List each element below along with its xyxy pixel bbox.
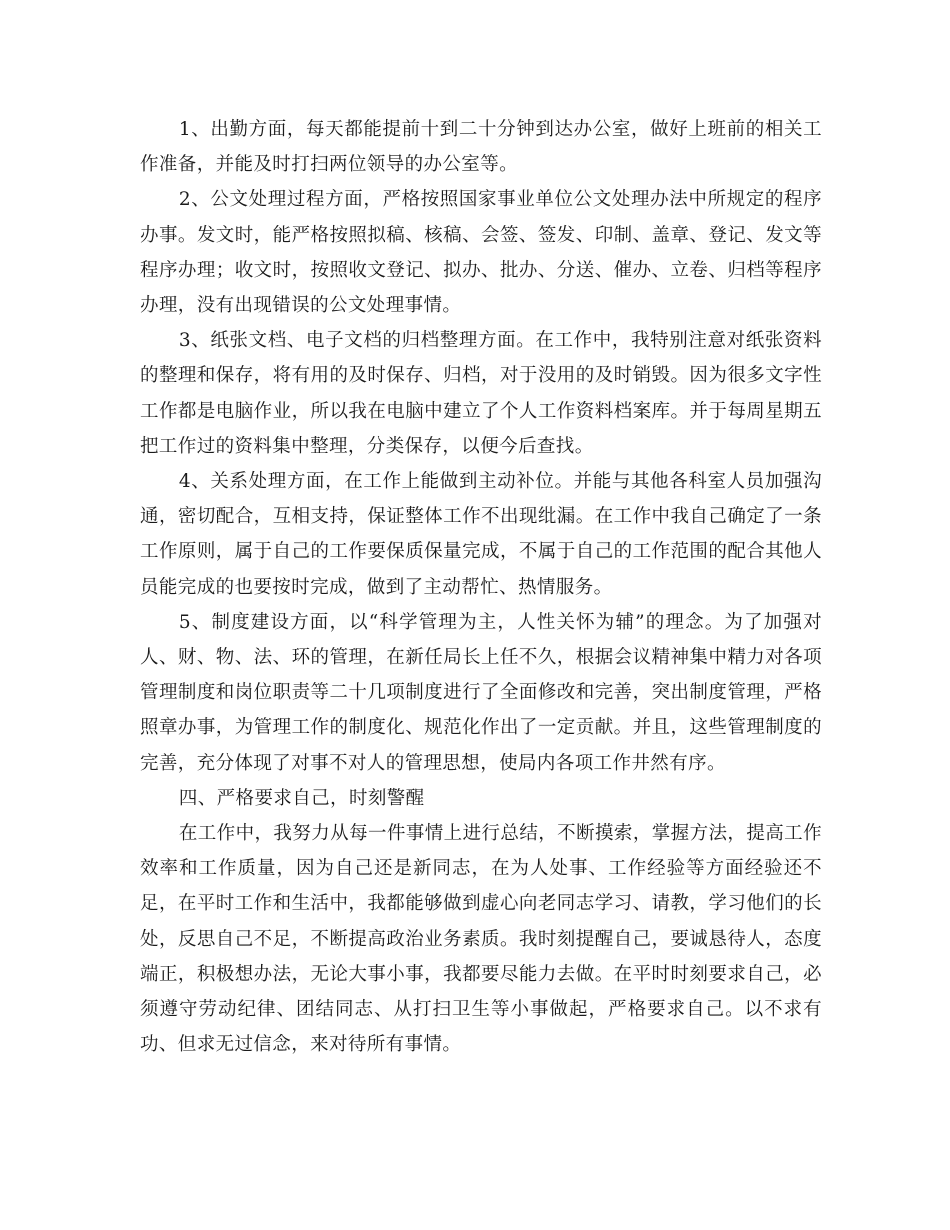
paragraph-self-discipline: 在工作中，我努力从每一件事情上进行总结，不断摸索，掌握方法，提高工作效率和工作质量，因为自己还是新同志，在为人处事、工作经验等方面经验还不足，在平时工作和生活中，我都能够做到虚心向老同志学习、请教，学习他们的长处，反思自己不足，不断提高政治业务素质。我时刻提醒自己，要诚恳待人，态度端正，积极想办法，无论大事小事，我都要尽能力去做。在平时时刻要求自己，必须遵守劳动纪律、团结同志、从打扫卫生等小事做起，严格要求自己。以不求有功、但求无过信念，来对待所有事情。 [140,823,822,1056]
section-heading-self-discipline: 四、严格要求自己，时刻警醒 [178,787,425,809]
document-body [140,112,822,1062]
paragraph-archiving: 3、纸张文档、电子文档的归档整理方面。在工作中，我特别注意对纸张资料的整理和保存，将有用的及时保存、归档，对于没用的及时销毁。因为很多文字性工作都是电脑作业，所以我在电脑中建立了个人工作资料档案库。并于每周星期五把工作过的资料集中整理，分类保存，以便今后查找。 [140,330,822,457]
paragraph-system-building: 5、制度建设方面，以“科学管理为主，人性关怀为辅”的理念。为了加强对人、财、物、法、环的管理，在新任局长上任不久，根据会议精神集中精力对各项管理制度和岗位职责等二十几项制度进行了全面修改和完善，突出制度管理，严格照章办事，为管理工作的制度化、规范化作出了一定贡献。并且，这些管理制度的完善，充分体现了对事不对人的管理思想，使局内各项工作井然有序。 [140,611,822,774]
paragraph-attendance: 1、出勤方面，每天都能提前十到二十分钟到达办公室，做好上班前的相关工作准备，并能及时打扫两位领导的办公室等。 [140,119,822,176]
paragraph-document-processing: 2、公文处理过程方面，严格按照国家事业单位公文处理办法中所规定的程序办事。发文时，能严格按照拟稿、核稿、会签、签发、印制、盖章、登记、发文等程序办理；收文时，按照收文登记、拟办、批办、分送、催办、立卷、归档等程序办理，没有出现错误的公文处理事情。 [140,189,822,317]
paragraph-relations: 4、关系处理方面，在工作上能做到主动补位。并能与其他各科室人员加强沟通，密切配合，互相支持，保证整体工作不出现纰漏。在工作中我自己确定了一条工作原则，属于自己的工作要保质保量完成，不属于自己的工作范围的配合其他人员能完成的也要按时完成，做到了主动帮忙、热情服务。 [140,471,822,598]
